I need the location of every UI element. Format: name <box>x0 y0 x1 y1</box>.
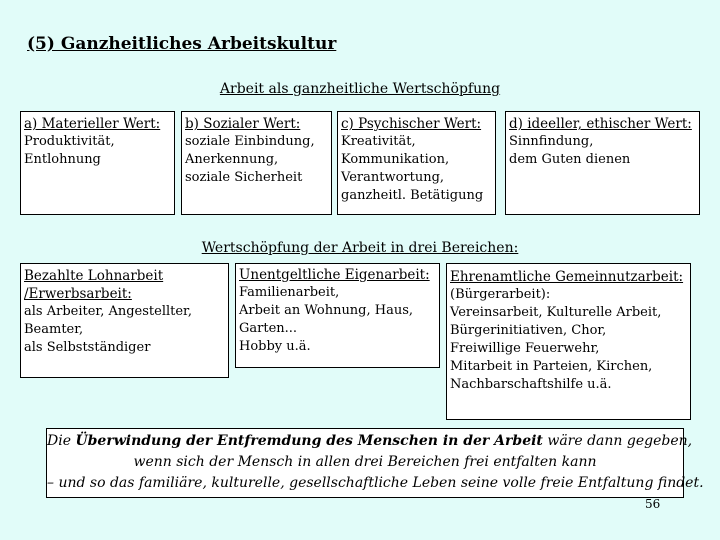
value-box-line: Kreativität, <box>341 134 416 149</box>
value-box-line: Produktivität, <box>24 134 115 149</box>
area-box-own-work <box>235 263 440 368</box>
area-box-line: als Selbstständiger <box>24 340 151 355</box>
area-box-line: Arbeit an Wohnung, Haus, <box>239 303 414 318</box>
value-box-social <box>181 111 332 215</box>
value-box-heading: a) Materieller Wert: <box>24 116 161 132</box>
area-box-line: Bürgerinitiativen, Chor, <box>450 323 607 338</box>
value-box-line: Verantwortung, <box>341 170 445 185</box>
value-box-heading: b) Sozialer Wert: <box>185 116 301 132</box>
area-box-heading: Ehrenamtliche Gemeinnutzarbeit: <box>450 269 684 285</box>
value-box-material <box>20 111 175 215</box>
value-box-line: Sinnfindung, <box>509 134 594 149</box>
area-box-line: Vereinsarbeit, Kulturelle Arbeit, <box>450 305 662 320</box>
summary-line-2: wenn sich der Mensch in allen drei Bereichen frei entfalten kann <box>133 454 597 470</box>
value-box-line: dem Guten dienen <box>509 152 631 167</box>
areas-heading: Wertschöpfung der Arbeit in drei Bereichen: <box>201 240 519 256</box>
value-box-psychological <box>337 111 496 215</box>
value-box-heading: d) ideeller, ethischer Wert: <box>509 116 692 132</box>
area-box-line: Beamter, <box>24 322 84 337</box>
summary-box <box>46 428 704 498</box>
area-box-line: Mitarbeit in Parteien, Kirchen, <box>450 359 653 374</box>
value-box-heading: c) Psychischer Wert: <box>341 116 482 132</box>
area-box-line: Nachbarschaftshilfe u.ä. <box>450 377 612 392</box>
slide-title: (5) Ganzheitliches Arbeitskultur <box>27 34 337 54</box>
value-box-ethical <box>505 111 700 215</box>
value-box-line: soziale Einbindung, <box>185 134 315 149</box>
summary-emphasis: Überwindung der Entfremdung des Menschen in der Arbeit <box>75 433 543 449</box>
value-box-line: Entlohnung <box>24 152 101 167</box>
area-box-line: Hobby u.ä. <box>239 339 311 354</box>
top-heading: Arbeit als ganzheitliche Wertschöpfung <box>219 81 501 97</box>
area-box-line: Garten... <box>239 321 298 336</box>
area-box-paid-work <box>20 263 229 378</box>
area-box-heading: Unentgeltliche Eigenarbeit: <box>239 267 430 283</box>
area-box-volunteer-work <box>446 263 691 420</box>
value-box-line: Kommunikation, <box>341 152 450 167</box>
area-box-subheading: (Bürgerarbeit): <box>450 287 551 302</box>
area-box-heading: /Erwerbsarbeit: <box>24 286 132 302</box>
area-box-line: Familienarbeit, <box>239 285 340 300</box>
area-box-line: als Arbeiter, Angestellter, <box>24 304 192 319</box>
summary-line-1: Die Überwindung der Entfremdung des Menschen in der Arbeit wäre dann gegeben, <box>47 433 693 449</box>
value-box-line: Anerkennung, <box>185 152 279 167</box>
page-number: 56 <box>645 497 661 511</box>
area-box-line: Freiwillige Feuerwehr, <box>450 341 600 356</box>
summary-line-3: – und so das familiäre, kulturelle, gesellschaftliche Leben seine volle freie Entfaltung findet. <box>47 475 704 491</box>
value-box-line: soziale Sicherheit <box>185 170 303 185</box>
value-box-line: ganzheitl. Betätigung <box>341 188 484 203</box>
area-box-heading: Bezahlte Lohnarbeit <box>24 268 164 284</box>
